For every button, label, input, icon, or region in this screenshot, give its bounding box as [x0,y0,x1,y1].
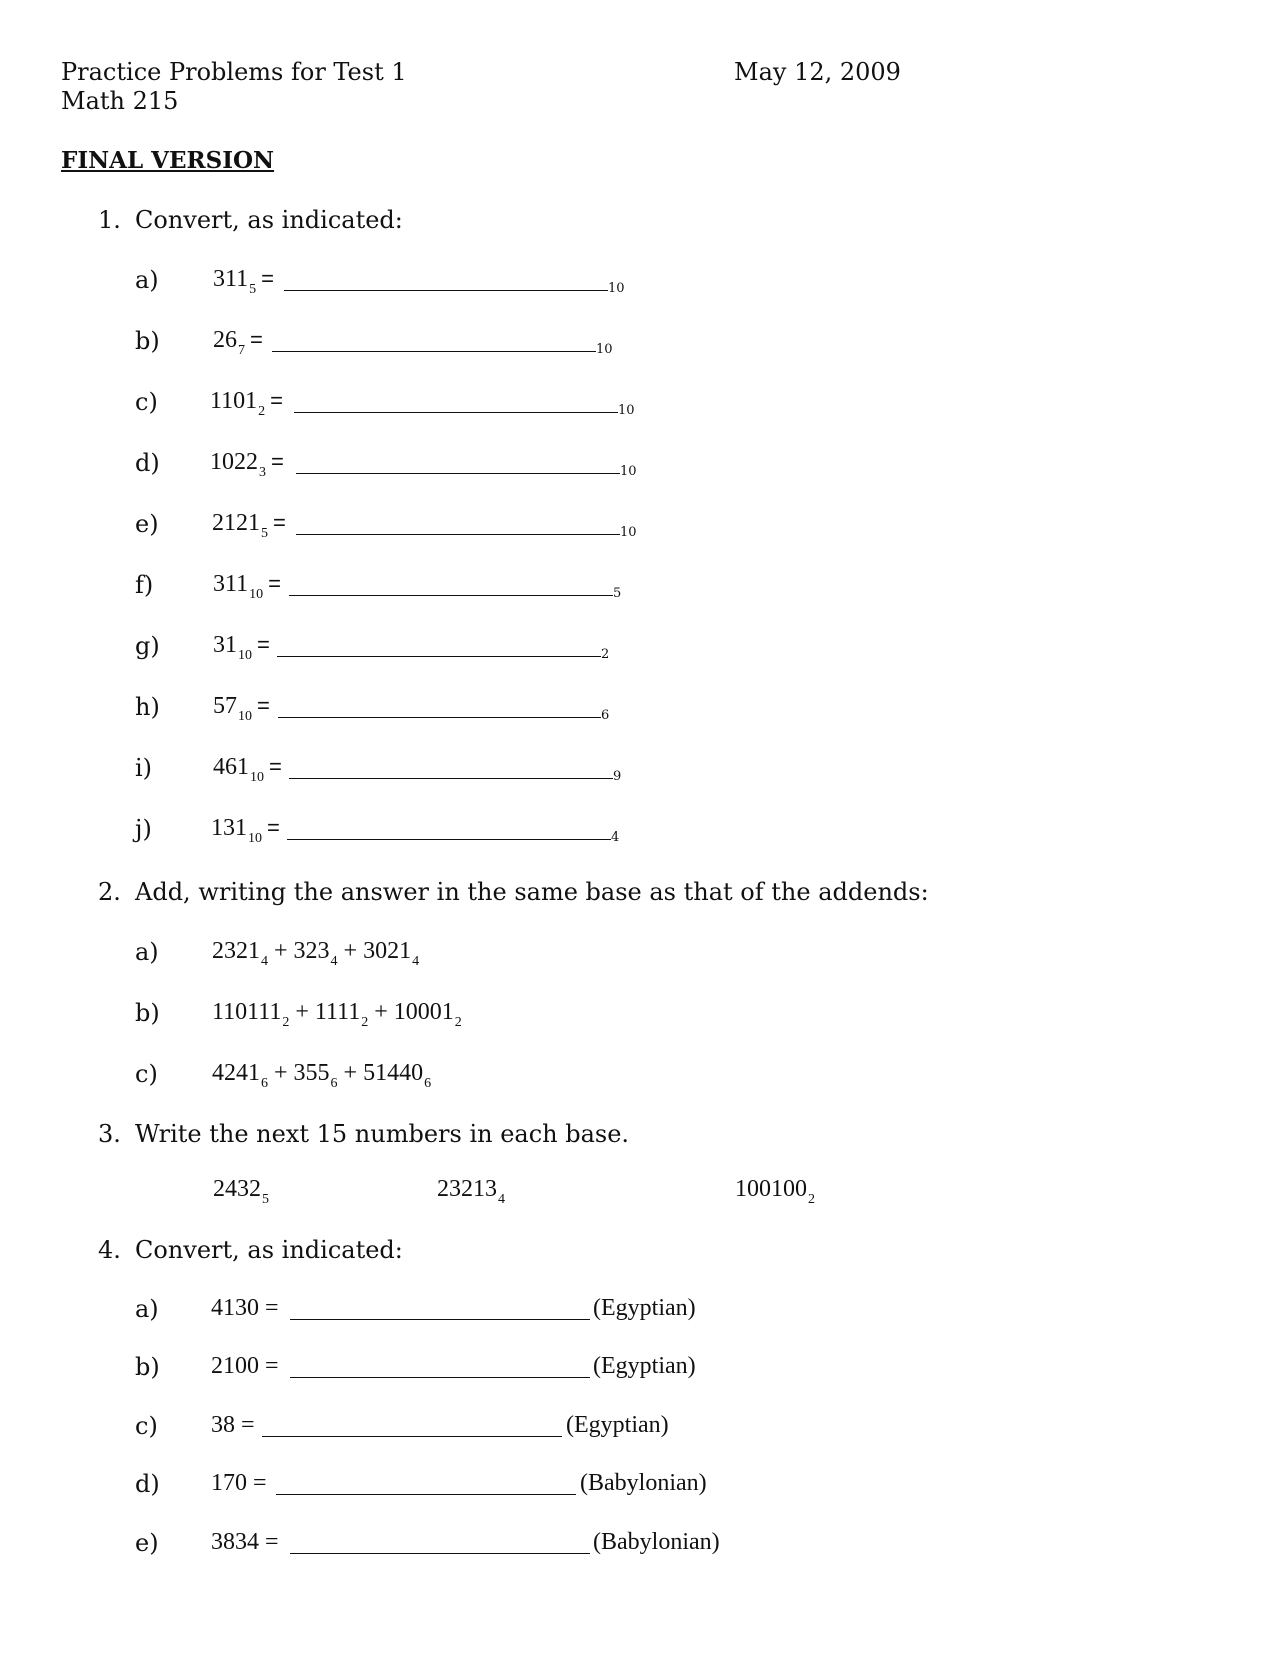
q1-item-value: 57 [213,693,237,719]
q1-item-equals: = [271,449,284,474]
q1-item-value: 311 [213,571,249,597]
q1-target-base: 9 [613,769,622,784]
q2-plus-sign: + [343,938,358,964]
q4-item-label: d) [135,1470,160,1498]
q2-plus-sign: + [343,1060,358,1086]
course-name: Math 215 [61,87,179,115]
q4-numeral-system: (Babylonian) [593,1529,720,1555]
q1-item-label: h) [135,693,160,721]
q1-item-label: b) [135,327,160,355]
q2-term-base: 2 [282,1015,290,1030]
q2-term-value: 355 [293,1060,330,1086]
q1-item-value: 1022 [210,449,258,475]
q2-term-value: 10001 [393,999,454,1025]
q1-target-base: 10 [608,281,625,296]
q4-answer-blank[interactable] [276,1494,576,1495]
q2-term-value: 2321 [212,938,260,964]
q1-item-expression [213,632,270,663]
q4-answer-blank[interactable] [290,1553,590,1554]
q1-item-equals: = [269,754,282,779]
q4-answer-blank[interactable] [290,1377,590,1378]
q2-item-expression [212,1060,432,1091]
q1-item-expression [213,266,274,297]
q2-prompt: Add, writing the answer in the same base as that of the addends: [135,878,929,906]
q1-item-value: 26 [213,327,237,353]
q1-answer-blank[interactable] [278,717,601,718]
q1-answer-blank[interactable] [296,473,620,474]
q4-item-value: 3834 = [211,1529,279,1555]
q3-start-number [437,1176,505,1207]
q1-item-from-base: 3 [259,465,266,480]
q1-item-from-base: 2 [258,404,266,419]
q2-item-expression [212,938,420,969]
q3-start-value: 100100 [735,1176,807,1202]
q2-term-base: 4 [412,954,420,969]
q4-item-label: c) [135,1412,158,1440]
q1-answer-blank[interactable] [294,412,618,413]
q2-term-base: 2 [361,1015,369,1030]
q3-start-base: 2 [808,1192,815,1207]
q2-term-value: 110111 [212,999,282,1025]
q1-item-expression [210,449,284,480]
q1-target-base: 4 [611,830,620,845]
q2-item-label: c) [135,1060,158,1088]
q2-plus-sign: + [274,1060,288,1086]
q4-answer-blank[interactable] [290,1319,590,1320]
q1-item-label: g) [135,632,160,660]
q4-prompt: Convert, as indicated: [135,1236,403,1264]
q2-number: 2. [98,878,121,906]
q1-item-expression [213,327,263,358]
doc-date: May 12, 2009 [734,58,901,86]
q4-item-value: 2100 = [211,1353,279,1379]
q2-plus-sign: + [274,938,288,964]
q1-item-from-base: 5 [261,526,268,541]
q2-term-value: 4241 [212,1060,260,1086]
q1-item-label: i) [135,754,153,782]
version-heading: FINAL VERSION [61,147,275,174]
q1-item-value: 2121 [212,510,260,536]
q1-target-base: 6 [601,708,610,723]
q1-item-equals: = [268,571,281,596]
q1-item-from-base: 7 [238,343,245,358]
q4-item-value: 170 = [211,1470,267,1496]
q4-numeral-system: (Egyptian) [593,1295,696,1321]
q4-item-value: 4130 = [211,1295,279,1321]
q2-item-label: a) [135,938,159,966]
q1-answer-blank[interactable] [289,595,613,596]
q1-item-value: 131 [211,815,247,841]
q1-target-base: 5 [613,586,622,601]
q3-start-value: 2432 [213,1176,261,1202]
q1-item-from-base: 10 [249,587,264,602]
q1-item-equals: = [250,327,263,352]
q1-item-value: 461 [213,754,249,780]
q1-item-expression [213,693,270,724]
q4-answer-blank[interactable] [262,1436,562,1437]
q4-item-label: e) [135,1529,159,1557]
q2-term-value: 1111 [314,999,361,1025]
q2-term-value: 3021 [363,938,412,964]
q4-item-value: 38 = [211,1412,255,1438]
q4-number: 4. [98,1236,121,1264]
q1-answer-blank[interactable] [296,534,620,535]
q1-item-value: 31 [213,632,237,658]
q1-item-from-base: 10 [250,770,264,785]
q1-item-label: c) [135,388,158,416]
q2-term-base: 4 [330,954,338,969]
q1-item-from-base: 10 [238,648,252,663]
q1-target-base: 10 [618,403,635,418]
q4-item-label: a) [135,1295,159,1323]
q2-term-base: 6 [424,1076,432,1091]
q3-number: 3. [98,1120,121,1148]
q1-item-equals: = [273,510,286,535]
q1-item-label: f) [135,571,154,599]
q1-target-base: 10 [596,342,613,357]
q3-start-number [213,1176,269,1207]
q1-answer-blank[interactable] [272,351,596,352]
q1-answer-blank[interactable] [287,839,611,840]
q1-item-expression [212,510,286,541]
q1-item-from-base: 10 [248,831,262,846]
q1-item-expression [213,571,281,602]
q3-start-base: 5 [262,1192,269,1207]
q2-item-expression [212,999,462,1030]
q1-prompt: Convert, as indicated: [135,206,403,234]
q1-item-label: a) [135,266,159,294]
q3-start-value: 23213 [437,1176,497,1202]
q1-target-base: 10 [620,525,637,540]
q4-numeral-system: (Egyptian) [593,1353,696,1379]
q1-item-equals: = [270,388,283,413]
q1-item-equals: = [267,815,280,840]
q1-item-expression [213,754,282,785]
q1-item-from-base: 10 [238,709,252,724]
q1-number: 1. [98,206,121,234]
q1-answer-blank[interactable] [289,778,613,779]
q4-item-label: b) [135,1353,160,1381]
q1-item-label: e) [135,510,159,538]
q1-item-equals: = [261,266,274,291]
q2-item-label: b) [135,999,160,1027]
q1-answer-blank[interactable] [284,290,608,291]
q1-item-expression [211,815,280,846]
q1-target-base: 10 [620,464,637,479]
q2-term-value: 323 [293,938,330,964]
q2-plus-sign: + [295,999,309,1025]
q2-term-base: 6 [261,1076,268,1091]
q1-item-expression [210,388,283,419]
q4-numeral-system: (Egyptian) [566,1412,669,1438]
q1-target-base: 2 [601,647,610,662]
q3-start-number [735,1176,815,1207]
q2-term-base: 6 [330,1076,338,1091]
q3-start-base: 4 [498,1192,505,1207]
q2-term-base: 4 [261,954,268,969]
doc-title: Practice Problems for Test 1 [61,58,407,86]
q1-item-label: d) [135,449,160,477]
q2-term-base: 2 [454,1015,462,1030]
q1-answer-blank[interactable] [277,656,601,657]
q1-item-label: j) [135,815,152,843]
q4-numeral-system: (Babylonian) [580,1470,707,1496]
q3-prompt: Write the next 15 numbers in each base. [135,1120,630,1148]
q2-plus-sign: + [374,999,388,1025]
q1-item-equals: = [257,693,270,718]
q1-item-equals: = [257,632,270,657]
q2-term-value: 51440 [363,1060,424,1086]
q1-item-value: 311 [213,266,249,292]
q1-item-from-base: 5 [249,282,257,297]
q1-item-value: 1101 [210,388,258,414]
